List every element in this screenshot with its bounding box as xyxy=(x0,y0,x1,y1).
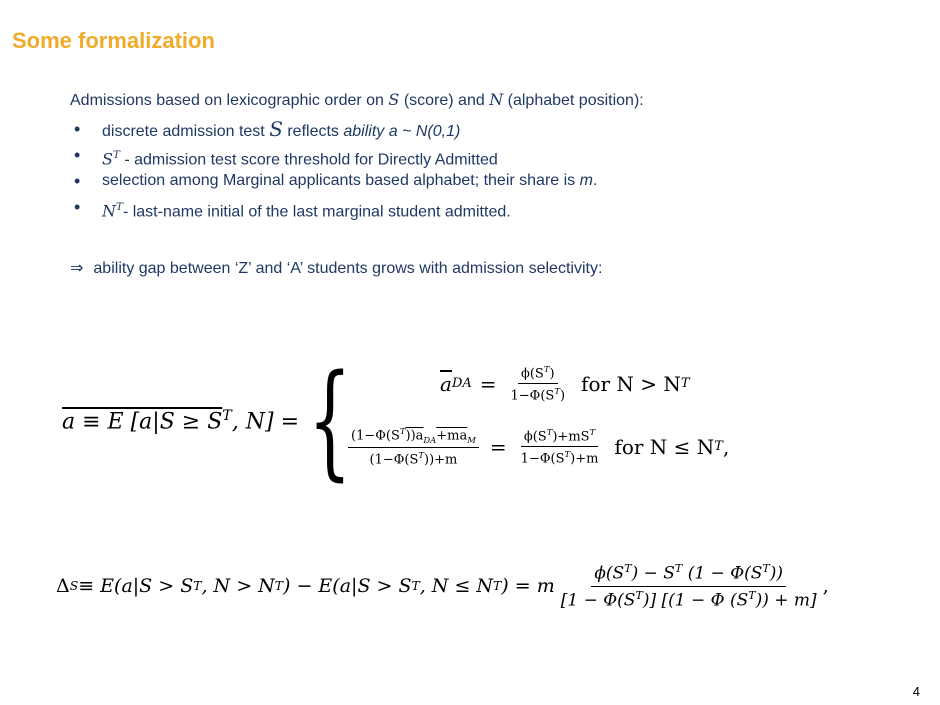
bullet-item xyxy=(70,116,597,142)
delta-num-sup3: T xyxy=(762,562,770,575)
bullet-symbol: S xyxy=(102,149,113,169)
bullet-superscript: T xyxy=(116,201,123,213)
case2-rnum-sup: T xyxy=(546,426,553,437)
bullet-text: selection among Marginal applicants based alphabet; their share is xyxy=(102,172,580,189)
case2-rden-sup: T xyxy=(564,449,571,460)
case2-cond-sup: T xyxy=(714,439,723,455)
bullet-text: - last-name initial of the last marginal student admitted. xyxy=(122,203,511,221)
intro-pre: Admissions based on lexicographic order on xyxy=(70,92,389,109)
implication-text: ability gap between ‘Z’ and ‘A’ students grows with admission selectivity: xyxy=(93,260,603,277)
implication-line xyxy=(70,258,602,278)
case1-condition: for N > N xyxy=(581,371,681,396)
delta-num-sup2: T xyxy=(674,562,683,575)
bullet-dot: • xyxy=(74,171,81,191)
case2-sub-da: DA xyxy=(423,434,437,445)
equation-delta xyxy=(56,562,829,610)
delta-sup-t4: T xyxy=(493,579,502,594)
delta-body-1: ≡ E(a|S > S xyxy=(78,575,194,598)
case2-condition: for N ≤ N xyxy=(614,434,715,459)
delta-sup-t1: T xyxy=(193,579,202,594)
intro-mid: (score) and xyxy=(399,92,490,109)
abar-lhs-sup: T xyxy=(222,408,232,424)
case2-eq: = xyxy=(489,434,507,459)
bullet-dot: • xyxy=(74,197,81,217)
bullet-text: - admission test score threshold for Directly Admitted xyxy=(119,151,498,169)
bullet-item xyxy=(70,168,597,194)
bullet-superscript: T xyxy=(112,149,120,161)
case1-den-end: ) xyxy=(559,388,566,404)
case2-rnum-mid: )+mS xyxy=(552,429,590,445)
case2-rden: 1−Φ(S xyxy=(520,451,565,467)
case1-lhs: $\overline{a}$ xyxy=(440,371,452,396)
slide-title: Some formalization xyxy=(12,28,215,53)
intro-symbol-n: N xyxy=(489,90,504,109)
case2-sub-m: M xyxy=(467,434,476,445)
case2-rden-end: )+m xyxy=(570,451,599,467)
case2-num-a: (1−Φ(S xyxy=(351,428,400,444)
delta-den-3: )) + m] xyxy=(755,590,817,611)
abar-lhs-text: a ≡ E [a|S ≥ S xyxy=(62,409,223,435)
delta-den-sup2: T xyxy=(748,588,756,602)
case1-sub: DA xyxy=(451,376,472,392)
case1-eq: = xyxy=(479,371,497,396)
delta-sup: S xyxy=(69,579,79,594)
bullet-text: reflects xyxy=(282,123,344,140)
case2-rnum: ϕ(S xyxy=(523,429,547,445)
case2-num-sup: T xyxy=(399,426,406,436)
delta-body-2: , N > N xyxy=(201,575,275,598)
delta-fraction xyxy=(558,562,820,610)
delta-den-sup1: T xyxy=(635,588,643,602)
cases-brace: { xyxy=(308,348,352,493)
case1-fraction xyxy=(508,364,569,404)
case2-rnum-sup2: T xyxy=(589,426,596,437)
delta-body-4: , N ≤ N xyxy=(419,575,494,598)
case2-right-fraction xyxy=(518,427,602,467)
case2-cond-end: , xyxy=(722,434,730,459)
bullet-italic: m xyxy=(579,172,593,189)
delta-num-3: (1 − Φ(S xyxy=(682,563,763,584)
delta-sup-t2: T xyxy=(274,579,284,594)
bullet-italic: ability a ~ N(0,1) xyxy=(343,123,461,140)
equation-case-1 xyxy=(440,364,690,404)
bullet-text: discrete admission test xyxy=(102,123,270,140)
bullet-item xyxy=(70,142,597,168)
delta-body-5: ) = m xyxy=(501,575,555,598)
case1-num-sup: T xyxy=(543,364,550,374)
case1-num-end: ) xyxy=(549,366,555,382)
delta-den-1: [1 − Φ(S xyxy=(560,590,636,611)
delta-symbol: Δ xyxy=(56,575,70,598)
equation-case-2 xyxy=(345,426,729,467)
intro-symbol-s: S xyxy=(388,90,400,109)
delta-den-2: )] [(1 − Φ (S xyxy=(642,590,749,611)
case2-num-b: ))a xyxy=(405,428,424,444)
page-number: 4 xyxy=(912,684,920,699)
abar-lhs-end: , N] = xyxy=(231,409,300,435)
case1-cond-sup: T xyxy=(680,376,690,392)
bullet-item xyxy=(70,194,597,220)
intro-post: (alphabet position): xyxy=(503,92,644,109)
bullet-dot: • xyxy=(74,145,81,165)
delta-num-1: ϕ(S xyxy=(594,563,625,584)
delta-num-4: )) xyxy=(769,563,784,584)
case2-left-fraction xyxy=(348,426,479,467)
intro-line xyxy=(70,90,644,110)
case2-num-c: +ma xyxy=(436,428,468,444)
bullet-symbol: N xyxy=(102,201,116,221)
delta-end: , xyxy=(822,575,829,598)
delta-num-sup1: T xyxy=(624,562,632,575)
case2-den: (1−Φ(S xyxy=(369,452,419,468)
bullet-dot: • xyxy=(74,119,81,139)
bullet-list xyxy=(70,116,597,220)
delta-num-2: ) − S xyxy=(631,563,675,584)
case1-den-sup: T xyxy=(554,386,560,397)
implies-arrow-icon: ⇒ xyxy=(70,258,84,277)
delta-body-3: ) − E(a|S > S xyxy=(283,575,412,598)
case2-den-sup: T xyxy=(418,449,425,460)
bullet-symbol: S xyxy=(269,117,283,141)
case2-den-end: ))+m xyxy=(424,452,458,468)
delta-sup-t3: T xyxy=(411,579,420,594)
case1-den: 1−Φ(S xyxy=(510,388,555,404)
equation-abar-lhs xyxy=(62,408,299,434)
bullet-text: . xyxy=(592,172,598,189)
case1-num: ϕ(S xyxy=(521,366,544,382)
